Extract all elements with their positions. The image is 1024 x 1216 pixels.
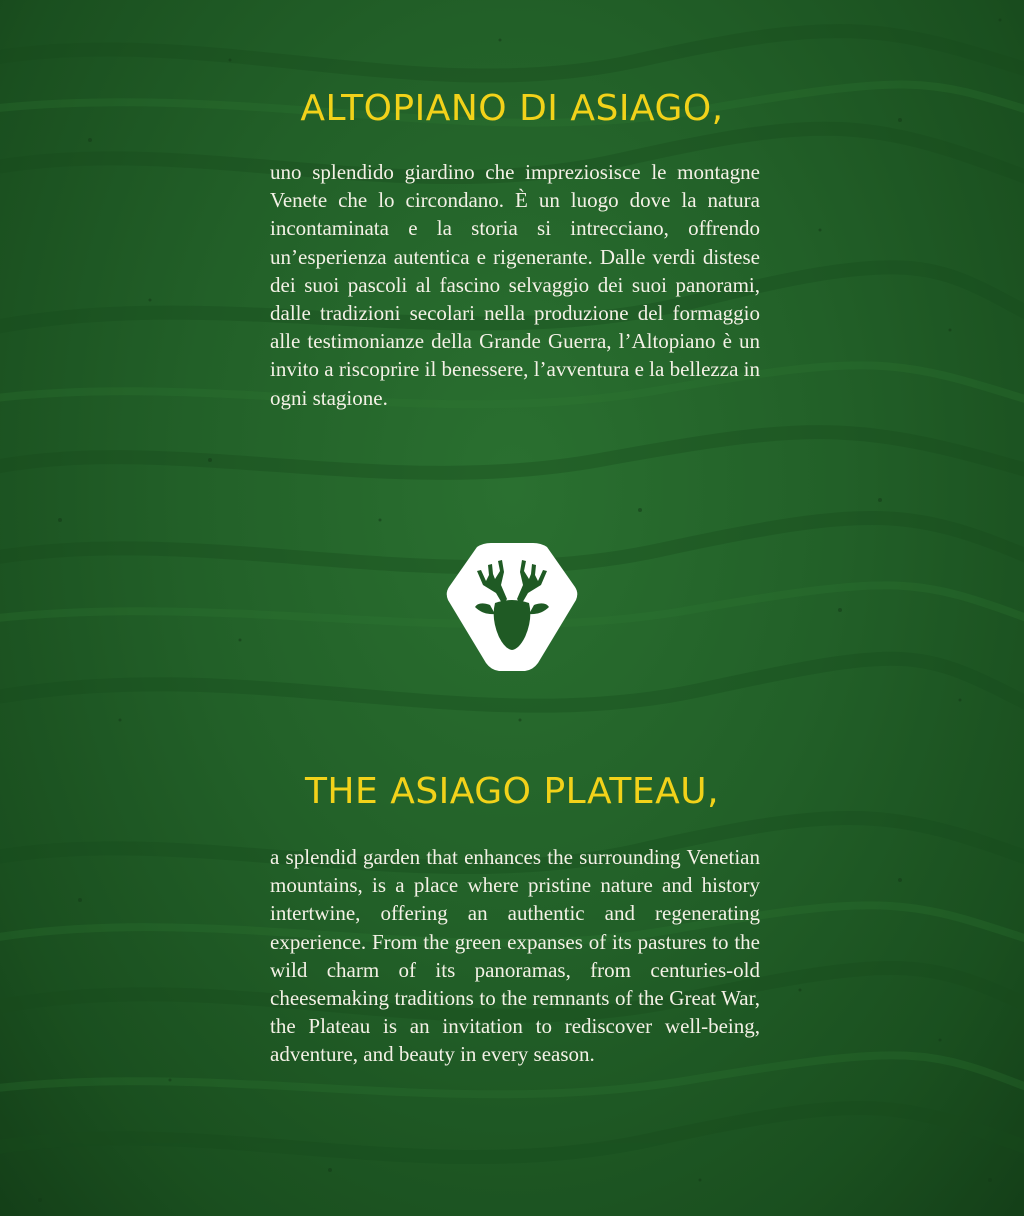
- italian-title: ALTOPIANO DI ASIAGO,: [300, 88, 724, 129]
- italian-body-text: uno splendido giardino che impreziosisce le montagne Venete che lo circondano. È un luogo dove la natura incontaminata e la storia si intrecciano, offrendo un’esperienza autentica e rigenerante. Dalle verdi distese dei suoi pascoli al fascino selvaggio dei suoi panorami, dalle tradizioni secolari nella produzione del formaggio alle testimonianze della Grande Guerra, l’Altopiano è un invito a riscoprire il benessere, l’avventura e la bellezza in ogni stagione.: [270, 160, 760, 410]
- deer-head-icon: [443, 541, 581, 675]
- english-title: THE ASIAGO PLATEAU,: [304, 771, 720, 812]
- english-body-text: a splendid garden that enhances the surrounding Venetian mountains, is a place where pristine nature and history intertwine, offering an authentic and regenerating experience. From the green expanses of its pastures to the wild charm of its panoramas, from centuries-old cheesemaking traditions to the remnants of the Great War, the Plateau is an invitation to rediscover well-being, adventure, and beauty in every season.: [270, 845, 760, 1067]
